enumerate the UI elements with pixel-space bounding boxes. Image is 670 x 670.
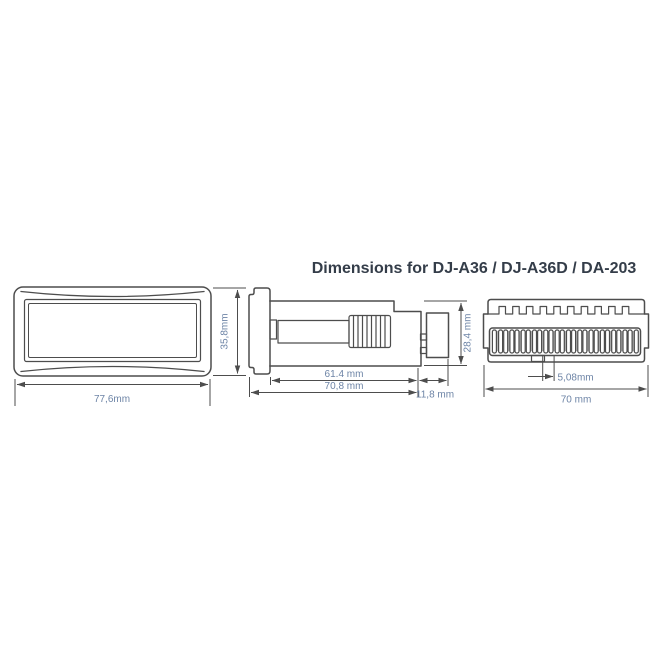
clamp-ribs [354, 317, 386, 347]
front-height-label: 35,8mm [219, 313, 231, 350]
front-display-window-outer [25, 300, 201, 362]
front-view [14, 287, 246, 406]
total-depth-label: 70,8 mm [324, 381, 364, 392]
front-width-label: 77,6mm [93, 394, 131, 405]
terminal-post [628, 330, 638, 353]
connector-depth-label: 11,8 mm [415, 389, 455, 401]
front-top-bezel-curve [21, 292, 204, 297]
terminal-post [549, 330, 559, 353]
terminal-post [538, 330, 548, 353]
front-height-dimension [213, 288, 246, 376]
rear-width-label: 70 mm [560, 394, 592, 406]
terminal-posts [492, 330, 638, 353]
terminal-pitch-dimension [528, 356, 594, 384]
front-display-window-inner [29, 304, 197, 358]
side-latch [270, 320, 277, 339]
rear-view [484, 300, 649, 406]
side-terminal-connector [427, 313, 449, 358]
side-depth-dimensions [250, 359, 455, 401]
terminal-post [492, 330, 502, 353]
terminal-pitch-label: 5,08mm [557, 372, 594, 384]
front-outer-case [14, 287, 211, 376]
side-body-outline [270, 301, 421, 366]
terminal-post [572, 330, 582, 353]
drawing-title: Dimensions for DJ-A36 / DJ-A36D / DA-203 [311, 260, 637, 277]
terminal-post [606, 330, 616, 353]
terminal-post [515, 330, 525, 353]
terminal-post [617, 330, 627, 353]
side-clamp-rail [278, 321, 349, 344]
side-view [249, 288, 474, 401]
terminal-post [560, 330, 570, 353]
side-front-bezel [249, 288, 270, 374]
front-bottom-bezel-curve [21, 367, 204, 372]
front-width-dimension [15, 379, 210, 406]
rear-width-dimension [484, 365, 648, 406]
side-clamp-ribbed-block [349, 316, 391, 348]
side-height-label: 28,4 mm [462, 313, 474, 353]
terminal-post [504, 330, 514, 353]
terminal-post [583, 330, 593, 353]
body-depth-label: 61.4 mm [324, 369, 364, 380]
terminal-post [594, 330, 604, 353]
rear-vent-comb [488, 307, 645, 315]
terminal-post [526, 330, 536, 353]
